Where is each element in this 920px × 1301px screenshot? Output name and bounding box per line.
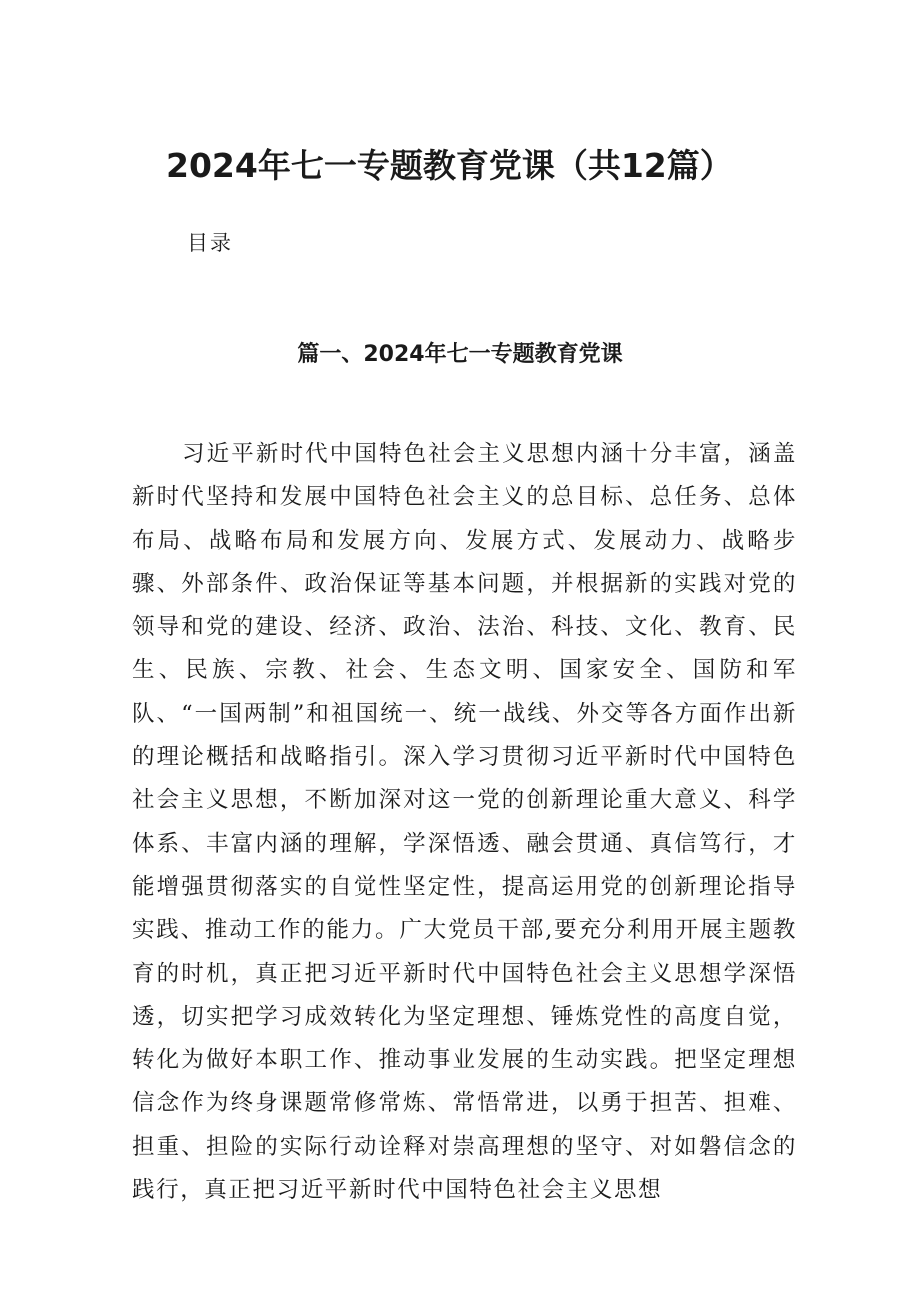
table-of-contents-label: 目录 <box>187 231 233 255</box>
body-paragraph: 习近平新时代中国特色社会主义思想内涵十分丰富，涵盖新时代坚持和发展中国特色社会主义的总目标、总任务、总体布局、战略布局和发展方向、发展方式、发展动力、战略步骤、外部条件、政治保证等基本问题，并根据新的实践对党的领导和党的建设、经济、政治、法治、科技、文化、教育、民生、民族、宗教、社会、生态文明、国家安全、国防和军队、“一国两制”和祖国统一、统一战线、外交等各方面作出新的理论概括和战略指引。深入学习贯彻习近平新时代中国特色社会主义思想，不断加深对这一党的创新理论重大意义、科学体系、丰富内涵的理解，学深悟透、融会贯通、真信笃行，才能增强贯彻落实的自觉性坚定性，提高运用党的创新理论指导实践、推动工作的能力。广大党员干部,要充分利用开展主题教育的时机，真正把习近平新时代中国特色社会主义思想学深悟透，切实把学习成效转化为坚定理想、锤炼党性的高度自觉，转化为做好本职工作、推动事业发展的生动实践。把坚定理想信念作为终身课题常修常炼、常悟常进，以勇于担苦、担难、担重、担险的实际行动诠释对崇高理想的坚守、对如磐信念的践行，真正把习近平新时代中国特色社会主义思想 <box>132 441 797 1204</box>
document-title: 2024年七一专题教育党课（共12篇） <box>166 146 733 185</box>
section-heading: 篇一、2024年七一专题教育党课 <box>297 342 623 367</box>
